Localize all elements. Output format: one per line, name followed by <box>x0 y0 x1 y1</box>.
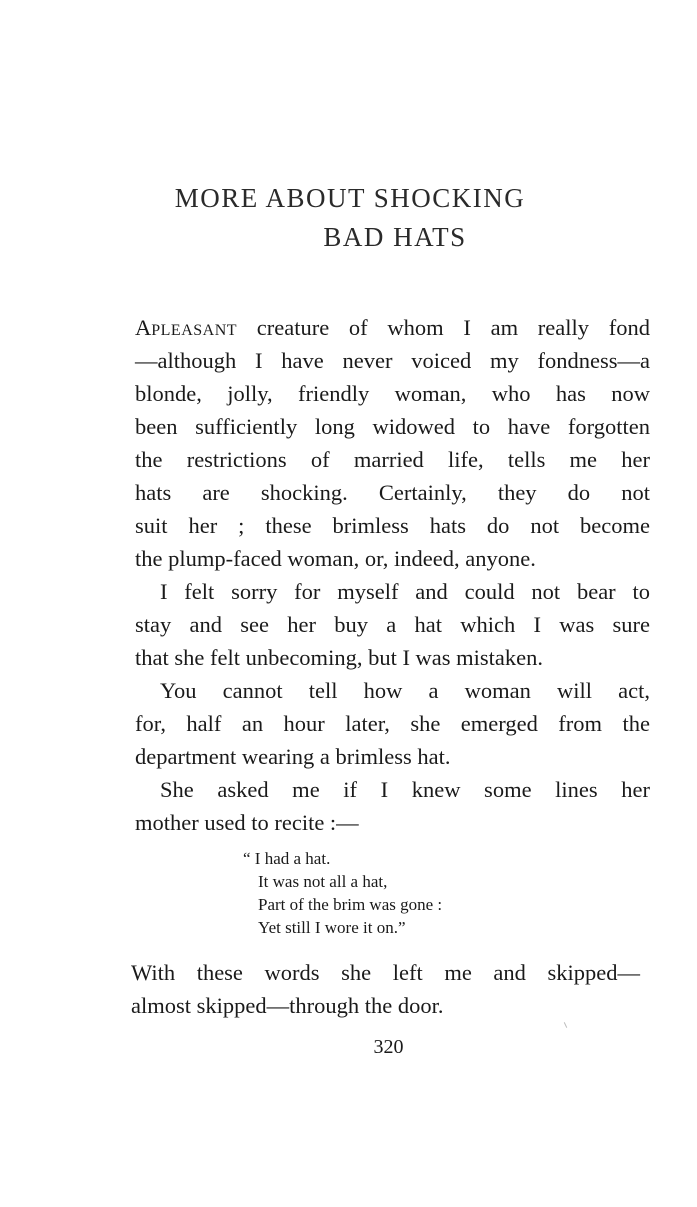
text-line: hats are shocking. Certainly, they do not <box>135 480 650 505</box>
text-line: department wearing a brimless hat. <box>135 744 451 769</box>
text-line <box>135 313 650 343</box>
poem-line: Yet still I wore it on.” <box>258 918 406 937</box>
text-line: suit her ; these brimless hats do not become <box>135 513 650 538</box>
text-line: the plump-faced woman, or, indeed, anyone. <box>135 546 536 571</box>
page-number: 320 <box>373 1036 404 1058</box>
text-line: been sufficiently long widowed to have forgotten <box>135 414 650 439</box>
text-line: I felt sorry for myself and could not bear to <box>160 579 650 604</box>
text-line: blonde, jolly, friendly woman, who has now <box>135 381 650 406</box>
lead-capital: A <box>135 315 152 340</box>
poem-line: Part of the brim was gone : <box>258 895 443 914</box>
chapter-title-line-2: BAD HATS <box>323 222 467 252</box>
text-line: stay and see her buy a hat which I was sure <box>135 612 650 637</box>
text-line: You cannot tell how a woman will act, <box>160 678 650 703</box>
text-line: for, half an hour later, she emerged from the <box>135 711 650 736</box>
text-line: the restrictions of married life, tells me her <box>135 447 650 472</box>
scan-speck <box>564 1022 567 1028</box>
text-line: —although I have never voiced my fondness—a <box>135 348 650 373</box>
poem-line: “ I had a hat. <box>243 849 331 868</box>
lead-small-caps: pleasant <box>151 315 238 340</box>
text-line: almost skipped—through the door. <box>131 993 444 1018</box>
line-rest: creature of whom I am really fond <box>237 315 650 340</box>
text-line: mother used to recite :— <box>135 810 359 835</box>
text-line: With these words she left me and skipped— <box>131 960 640 985</box>
poem-line: It was not all a hat, <box>258 872 388 891</box>
text-line: She asked me if I knew some lines her <box>160 777 650 802</box>
text-line: that she felt unbecoming, but I was mistaken. <box>135 645 544 670</box>
chapter-title-line-1: MORE ABOUT SHOCKING <box>174 183 526 213</box>
